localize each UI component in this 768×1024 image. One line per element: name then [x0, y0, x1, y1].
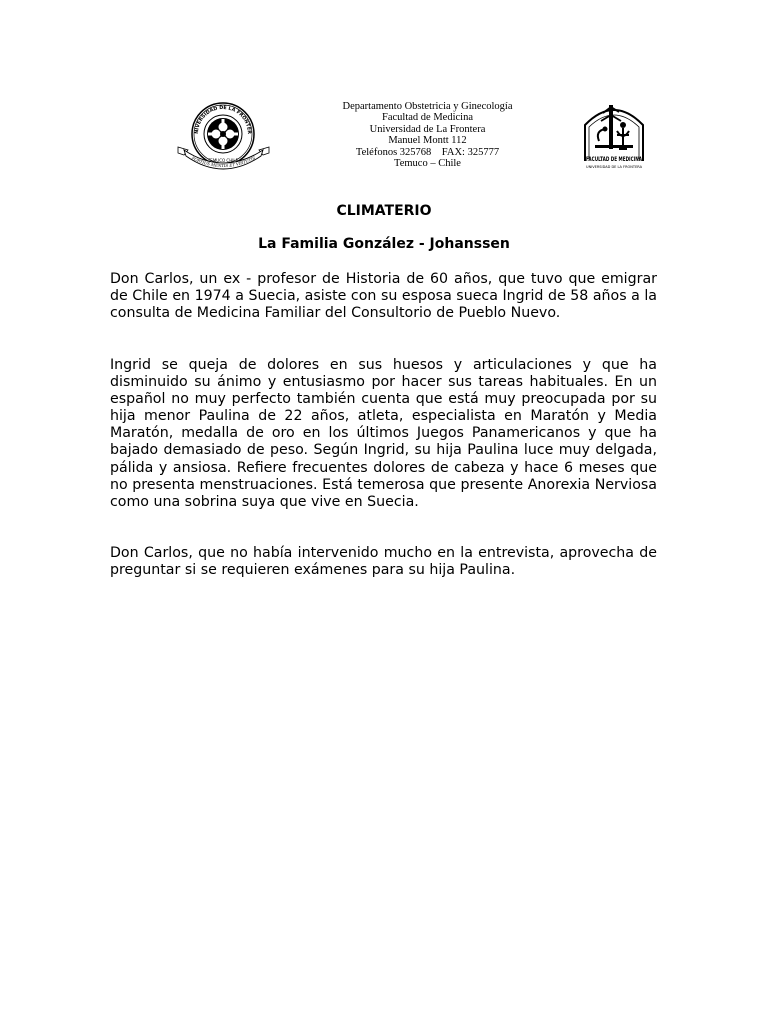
seal-text-top: NIVERSIDAD DE LA FRONTER — [194, 105, 252, 135]
document-subtitle: La Familia González - Johanssen — [258, 236, 510, 252]
header-line-phones: Teléfonos 325768 FAX: 325777 — [355, 146, 500, 158]
document-title: CLIMATERIO — [336, 203, 432, 219]
case-paragraph-1: Don Carlos, un ex - profesor de Historia de 60 años, que tuvo que emigrar de Chile en 1974 a Suecia, asiste con su esposa sueca Ingrid de 58 años a la consulta de Medicina Familiar del Consultorio de Pueblo Nuevo. — [110, 271, 657, 322]
letterhead-address — [300, 101, 555, 169]
header-line-city: Temuco – Chile — [394, 158, 461, 170]
header-line-faculty: Facultad de Medicina — [382, 112, 473, 124]
header-line-department: Departamento Obstetricia y Ginecología — [342, 101, 513, 112]
case-paragraph-2: Ingrid se queja de dolores en sus huesos y articulaciones y que ha disminuido su ánimo y entusiasmo por hacer sus tareas habituales. En un español no muy perfecto también cuenta que está muy preocupada por su hija menor Paulina de 22 años, atleta, especialista en Maratón y Media Maratón, medalla de oro en los últimos Juegos Panamericanos y que ha bajado demasiado de peso. Según Ingrid, su hija Paulina luce muy delgada, pálida y ansiosa. Refiere frecuentes dolores de cabeza y hace 6 meses que no presenta menstruaciones. Está temerosa que presente Anorexia Nerviosa como una sobrina suya que vive en Suecia. — [110, 357, 657, 510]
emblem-text-sub: UNIVERSIDAD DE LA FRONTERA — [586, 165, 643, 169]
faculty-emblem-icon — [581, 101, 647, 173]
university-seal-icon — [176, 100, 271, 178]
seal-text-center: TEMUCO CHILE — [207, 158, 239, 163]
header-line-street: Manuel Montt 112 — [388, 135, 467, 147]
case-paragraph-3: Don Carlos, que no había intervenido mucho en la entrevista, aprovecha de preguntar si se requieren exámenes para su hija Paulina. — [110, 545, 657, 579]
header-line-university: Universidad de La Frontera — [369, 123, 486, 135]
seal-banner-text: FORTIUS MENTIS ET VIRTUTIS — [190, 155, 257, 169]
emblem-text-main: FACULTAD DE MEDICINA — [586, 156, 643, 163]
